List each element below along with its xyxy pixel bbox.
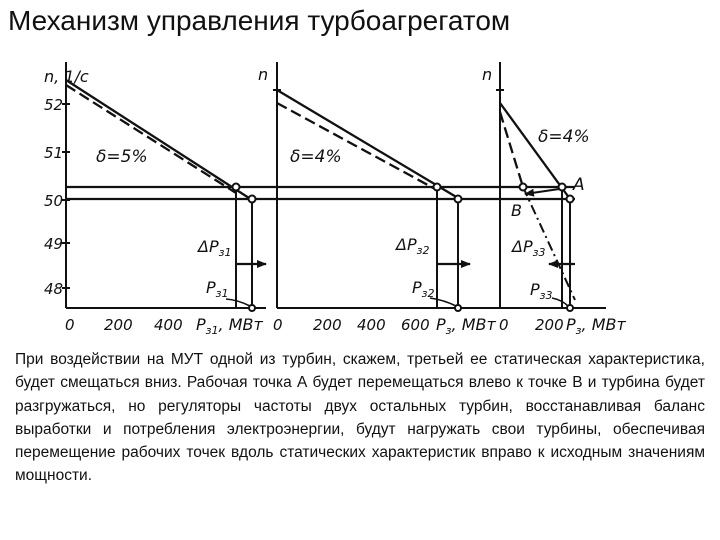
droop-label-3: δ=4% bbox=[538, 127, 590, 147]
x-tick-label: 0 bbox=[499, 316, 509, 334]
y-tick-label: 51 bbox=[44, 144, 64, 162]
point-label-a: A bbox=[573, 175, 585, 195]
operating-point-1a bbox=[233, 184, 240, 191]
x-tick-label: 0 bbox=[273, 316, 283, 334]
x-axis-label-2: $P_з$, МВт bbox=[436, 315, 496, 337]
x-axis-label-3: $P_з$, МВт bbox=[566, 315, 626, 337]
p-label-3: $P_{з3}$ bbox=[530, 280, 553, 302]
y-axis-label-1: n, 1/c bbox=[44, 67, 89, 86]
operating-point-2b bbox=[455, 196, 462, 203]
y-tick-label: 52 bbox=[44, 96, 64, 114]
delta-p-label-3: $\Delta P_{з3}$ bbox=[512, 237, 546, 259]
characteristic-solid-2 bbox=[277, 90, 458, 198]
y-tick-label: 50 bbox=[44, 192, 64, 210]
point-label-b: B bbox=[511, 201, 522, 220]
p-label-1: $P_{з1}$ bbox=[206, 278, 229, 300]
delta-p-label-1: $\Delta P_{з1}$ bbox=[198, 237, 232, 259]
y-axis-label-3: n bbox=[482, 65, 493, 84]
x-tick-label: 200 bbox=[313, 316, 342, 334]
x-tick-label: 600 bbox=[401, 316, 430, 334]
operating-point-2a bbox=[434, 184, 441, 191]
droop-label-2: δ=4% bbox=[290, 147, 342, 167]
slide-title: Механизм управления турбоагрегатом bbox=[8, 5, 511, 36]
operating-point-1b bbox=[249, 196, 256, 203]
x-axis-label-1: $P_{з1}$, МВт bbox=[196, 315, 263, 337]
characteristic-dashed-3 bbox=[500, 112, 523, 187]
x-tick-label: 400 bbox=[357, 316, 386, 334]
operating-point-3b bbox=[567, 196, 574, 203]
characteristic-dashed-1 bbox=[66, 85, 236, 193]
x-tick-label: 200 bbox=[104, 316, 133, 334]
x-tick-label: 0 bbox=[65, 316, 75, 334]
p-label-2: $P_{з2}$ bbox=[412, 278, 435, 300]
delta-p-label-2: $\Delta P_{з2}$ bbox=[396, 235, 430, 257]
characteristic-solid-1 bbox=[66, 80, 249, 198]
caption-text: При воздействии на МУТ одной из турбин, скажем, третьей ее статическая характеристика, будет смещаться вниз. Рабочая точка А будет перемещаться влево к точке В и турбина будет разгружаться, но регуляторы частоты двух остальных турбин, восстанавливая баланс выработки и потребления электроэнергии, будут нагружать свои турбины, обеспечивая перемещение рабочих точек вдоль статических характеристик вправо к исходным значениям мощности. bbox=[15, 351, 705, 485]
y-tick-label: 49 bbox=[44, 235, 64, 253]
y-axis-label-2: n bbox=[258, 65, 269, 84]
operating-point-a bbox=[559, 184, 566, 191]
operating-point-b bbox=[520, 184, 527, 191]
droop-label-1: δ=5% bbox=[96, 147, 148, 167]
y-tick-label: 48 bbox=[44, 280, 64, 298]
x-tick-label: 200 bbox=[535, 316, 564, 334]
x-tick-label: 400 bbox=[154, 316, 183, 334]
